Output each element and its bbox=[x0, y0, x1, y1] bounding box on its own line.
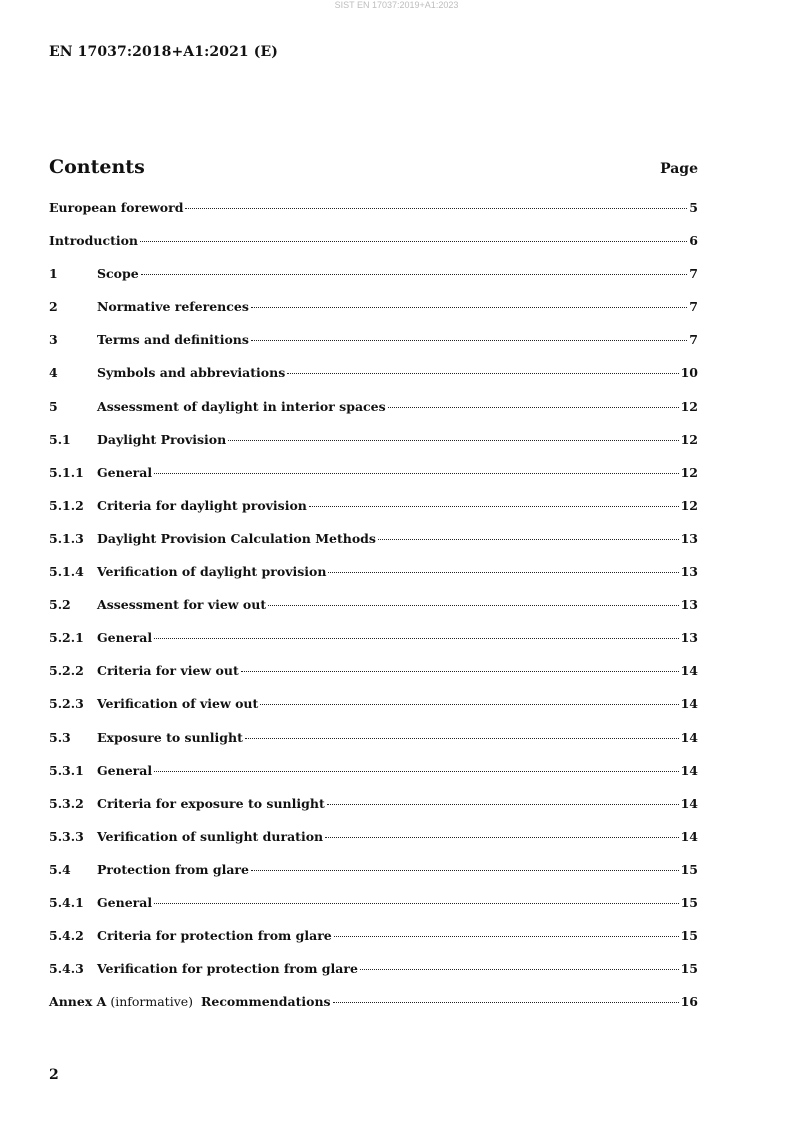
toc-entry-page: 13 bbox=[680, 530, 698, 546]
toc-entry-number: 3 bbox=[49, 332, 58, 348]
toc-dot-leader bbox=[141, 274, 688, 275]
toc-entry-title: Protection from glare bbox=[97, 861, 249, 877]
toc-dot-leader bbox=[327, 804, 679, 805]
toc-entry-title: General bbox=[97, 894, 153, 910]
toc-entry[interactable] bbox=[49, 630, 698, 663]
toc-dot-leader bbox=[154, 903, 678, 904]
toc-entry-number: 5.3 bbox=[49, 729, 71, 745]
toc-entry-number: 5.3.2 bbox=[49, 795, 84, 811]
toc-entry[interactable] bbox=[49, 299, 698, 332]
toc-entry[interactable] bbox=[49, 498, 698, 531]
toc-entry-title: Terms and definitions bbox=[97, 332, 249, 348]
toc-entry-page: 14 bbox=[680, 663, 698, 679]
toc-entry-title: General bbox=[97, 630, 153, 646]
toc-entry[interactable] bbox=[49, 696, 698, 729]
toc-dot-leader bbox=[154, 638, 678, 639]
toc-dot-leader bbox=[333, 1002, 679, 1003]
toc-entry-page: 14 bbox=[680, 762, 698, 778]
toc-entry[interactable] bbox=[49, 796, 698, 829]
toc-entry-page: 14 bbox=[680, 696, 698, 712]
page-column-label: Page bbox=[660, 161, 698, 177]
toc-dot-leader bbox=[287, 373, 678, 374]
toc-entry-number: 5.2.2 bbox=[49, 663, 84, 679]
toc-entry-number: 5.1.1 bbox=[49, 464, 84, 480]
toc-dot-leader bbox=[268, 605, 678, 606]
toc-entry[interactable] bbox=[49, 266, 698, 299]
toc-entry-title: Symbols and abbreviations bbox=[97, 365, 286, 381]
toc-entry[interactable] bbox=[49, 432, 698, 465]
toc-entry-page: 12 bbox=[680, 464, 698, 480]
toc-dot-leader bbox=[309, 506, 679, 507]
toc-entry-number: 5.1.3 bbox=[49, 530, 84, 546]
toc-entry-number: 5.1 bbox=[49, 431, 71, 447]
toc-entry[interactable] bbox=[49, 763, 698, 796]
toc-entry-number: 1 bbox=[49, 266, 58, 282]
toc-entry[interactable] bbox=[49, 961, 698, 994]
toc-entry-title: Verification of view out bbox=[97, 696, 259, 712]
toc-entry-title-suffix: Recommendations bbox=[200, 994, 331, 1010]
toc-annex-note: (informative) bbox=[106, 994, 201, 1010]
toc-entry-number: 5.4.1 bbox=[49, 894, 84, 910]
toc-entry[interactable] bbox=[49, 663, 698, 696]
toc-entry-number: 5.2 bbox=[49, 597, 71, 613]
toc-dot-leader bbox=[388, 407, 679, 408]
toc-entry-title: General bbox=[97, 464, 153, 480]
toc-dot-leader bbox=[154, 473, 678, 474]
toc-entry[interactable] bbox=[49, 829, 698, 862]
toc-entry-number: 5.2.1 bbox=[49, 630, 84, 646]
toc-entry-title: Verification of sunlight duration bbox=[97, 828, 324, 844]
toc-entry-title: Daylight Provision Calculation Methods bbox=[97, 530, 376, 546]
toc-entry[interactable] bbox=[49, 730, 698, 763]
toc-entry-page: 16 bbox=[680, 994, 698, 1010]
toc-dot-leader bbox=[140, 241, 687, 242]
toc-entry-title: Daylight Provision bbox=[97, 431, 227, 447]
toc-entry-number: 5.3.1 bbox=[49, 762, 84, 778]
toc-entry-title: Introduction bbox=[49, 233, 139, 249]
toc-entry[interactable] bbox=[49, 895, 698, 928]
toc-dot-leader bbox=[154, 771, 678, 772]
toc-entry-page: 10 bbox=[680, 365, 698, 381]
toc-entry[interactable] bbox=[49, 200, 698, 233]
toc-entry-number: 5.1.4 bbox=[49, 564, 84, 580]
toc-entry-page: 14 bbox=[680, 729, 698, 745]
toc-entry-title: Criteria for exposure to sunlight bbox=[97, 795, 325, 811]
toc-entry[interactable] bbox=[49, 862, 698, 895]
toc-entry-page: 15 bbox=[680, 928, 698, 944]
toc-entry-title: Criteria for daylight provision bbox=[97, 497, 307, 513]
toc-entry-page: 14 bbox=[680, 828, 698, 844]
toc-entry-title: European foreword bbox=[49, 200, 184, 215]
toc-dot-leader bbox=[260, 704, 678, 705]
toc-dot-leader bbox=[241, 671, 679, 672]
toc-entry-page: 15 bbox=[680, 861, 698, 877]
toc-entry-title: Criteria for view out bbox=[97, 663, 239, 679]
contents-header bbox=[49, 156, 698, 184]
toc-entry-title: Verification of daylight provision bbox=[97, 564, 327, 580]
toc-entry[interactable] bbox=[49, 564, 698, 597]
toc-entry-title: Assessment of daylight in interior spaces bbox=[97, 398, 386, 414]
toc-entry-number: 5.3.3 bbox=[49, 828, 84, 844]
toc-entry[interactable] bbox=[49, 531, 698, 564]
toc-entry-title: Normative references bbox=[97, 299, 249, 315]
toc-entry-page: 7 bbox=[689, 299, 698, 315]
toc-dot-leader bbox=[251, 870, 679, 871]
toc-dot-leader bbox=[325, 837, 678, 838]
toc-entry-page: 7 bbox=[689, 266, 698, 282]
toc-entry-title: Exposure to sunlight bbox=[97, 729, 243, 745]
toc-dot-leader bbox=[334, 936, 679, 937]
toc-entry-title: Annex A bbox=[49, 994, 107, 1010]
toc-entry-page: 12 bbox=[680, 398, 698, 414]
toc-entry-number: 5.4 bbox=[49, 861, 71, 877]
toc-dot-leader bbox=[185, 208, 687, 209]
toc-entry-page: 15 bbox=[680, 961, 698, 977]
toc-entry-number: 5.4.2 bbox=[49, 928, 84, 944]
toc-entry-title: Verification for protection from glare bbox=[97, 961, 358, 977]
toc-dot-leader bbox=[328, 572, 678, 573]
toc-entry-page: 13 bbox=[680, 630, 698, 646]
toc-entry[interactable] bbox=[49, 994, 698, 1027]
contents-title: Contents bbox=[49, 156, 145, 178]
toc-entry-page: 12 bbox=[680, 497, 698, 513]
document-id: EN 17037:2018+A1:2021 (E) bbox=[49, 44, 278, 60]
toc-entry-number: 5 bbox=[49, 398, 58, 414]
toc-dot-leader bbox=[228, 440, 678, 441]
toc-entry[interactable] bbox=[49, 465, 698, 498]
toc-entry[interactable] bbox=[49, 597, 698, 630]
toc-entry-number: 5.4.3 bbox=[49, 961, 84, 977]
toc-entry-page: 6 bbox=[689, 233, 698, 249]
toc-entry-number: 2 bbox=[49, 299, 58, 315]
toc-entry[interactable] bbox=[49, 928, 698, 961]
watermark: SIST EN 17037:2019+A1:2023 bbox=[334, 0, 459, 10]
toc-entry-page: 15 bbox=[680, 894, 698, 910]
toc-entry[interactable] bbox=[49, 233, 698, 266]
toc-entry-page: 14 bbox=[680, 795, 698, 811]
toc-entry-page: 13 bbox=[680, 597, 698, 613]
toc-entry-title: Assessment for view out bbox=[97, 597, 267, 613]
toc-entry-number: 5.1.2 bbox=[49, 497, 84, 513]
toc-entry-page: 12 bbox=[680, 431, 698, 447]
table-of-contents bbox=[49, 200, 698, 1027]
toc-entry-page: 7 bbox=[689, 332, 698, 348]
toc-dot-leader bbox=[378, 539, 679, 540]
toc-entry-title: General bbox=[97, 762, 153, 778]
toc-entry-title: Criteria for protection from glare bbox=[97, 928, 332, 944]
toc-entry-title: Scope bbox=[97, 266, 139, 282]
toc-entry-page: 5 bbox=[689, 200, 698, 215]
toc-dot-leader bbox=[251, 340, 687, 341]
page-number: 2 bbox=[49, 1067, 59, 1083]
toc-entry-number: 4 bbox=[49, 365, 58, 381]
toc-dot-leader bbox=[251, 307, 687, 308]
toc-dot-leader bbox=[360, 969, 679, 970]
toc-entry-page: 13 bbox=[680, 564, 698, 580]
toc-dot-leader bbox=[245, 738, 679, 739]
toc-entry[interactable] bbox=[49, 399, 698, 432]
toc-entry[interactable] bbox=[49, 365, 698, 398]
toc-entry[interactable] bbox=[49, 332, 698, 365]
toc-entry-number: 5.2.3 bbox=[49, 696, 84, 712]
